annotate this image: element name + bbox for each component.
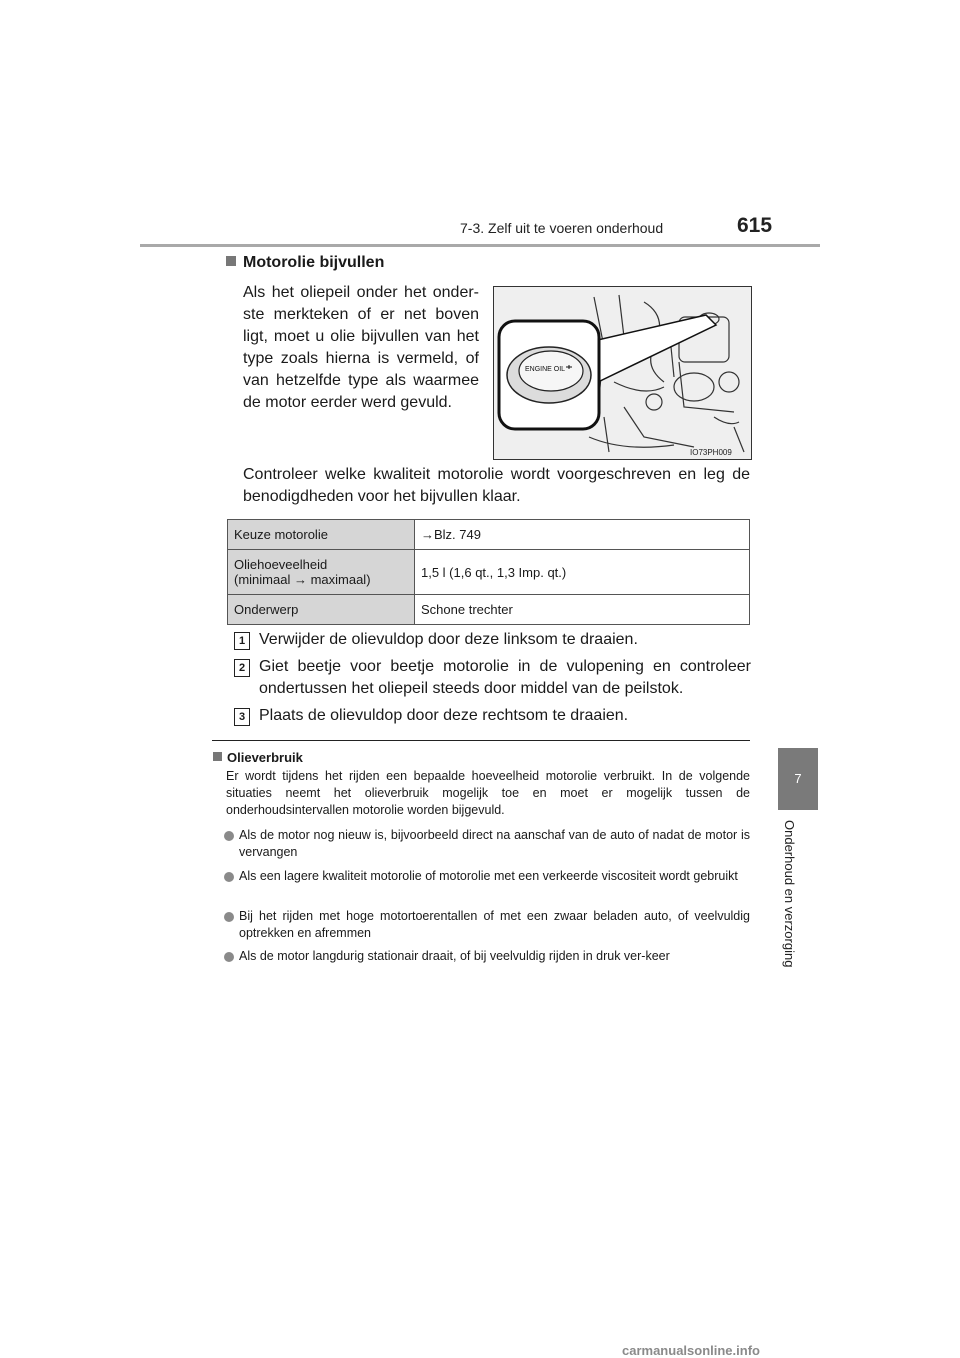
step-2 [234,656,751,700]
table-key: Onderwerp [228,595,415,625]
section-header: 7-3. Zelf uit te voeren onderhoud [460,220,664,236]
note-title [213,750,303,765]
bullet-icon [224,872,234,882]
page-number: 615 [737,214,773,237]
step-text: Giet beetje voor beetje motorolie in de vulopening en controleer ondertussen het oliepeil steeds door middel van de peilstok. [259,658,751,697]
step-text: Plaats de olievuldop door deze rechtsom te draaien. [259,707,629,724]
step-text: Verwijder de olievuldop door deze linksom te draaien. [259,631,638,648]
note-title-text: Olieverbruik [227,750,303,765]
chapter-tab-label-wrap [765,820,805,1020]
section-divider [212,740,750,741]
chapter-tab-label: Onderhoud en verzorging [782,820,797,968]
table-row [228,520,750,550]
bullet-icon [224,831,234,841]
list-item-text: Bij het rijden met hoge motortoerentallen of met een zwaar beladen auto, of veelvuldig optrekken en afremmen [239,909,750,940]
bullet-icon [224,912,234,922]
table-key: Keuze motorolie [228,520,415,550]
note-intro: Er wordt tijdens het rijden een bepaalde hoeveelheid motorolie verbruikt. In de volgende situaties neemt het olieverbruik mogelijk toe en moet er mogelijk tussen de onderhoudsintervallen motorolie worden bijgevuld. [226,769,750,817]
step-number: 2 [234,659,250,677]
oil-cap-label: ENGINE OIL [525,366,566,373]
spec-table [227,519,750,625]
list-item-text: Als een lagere kwaliteit motorolie of motorolie met een verkeerde viscositeit wordt gebruikt [239,869,738,883]
bullet-icon [224,952,234,962]
list-item [224,908,750,942]
table-key-line2: (minimaal → maximaal) [234,572,371,587]
step-3 [234,705,751,727]
table-value: →Blz. 749 [415,520,750,550]
header-divider [140,244,820,247]
intro-paragraph: Als het oliepeil onder het onder-ste merkteken of er net boven ligt, moet u olie bijvullen van het type zoals hierna is vermeld, of van hetzelfde type als waarmee de motor eerder werd gevuld. [243,284,479,411]
figure-code: IO73PH009 [690,448,732,457]
list-item [224,948,750,965]
table-key-line1: Oliehoeveelheid [234,557,328,572]
check-paragraph: Controleer welke kwaliteit motorolie wordt voorgeschreven en leg de benodigdheden voor het bijvullen klaar. [243,466,750,505]
section-title-text: Motorolie bijvullen [243,254,385,271]
table-value: 1,5 l (1,6 qt., 1,3 Imp. qt.) [415,550,750,595]
table-key [228,550,415,595]
section-title [226,254,384,272]
list-item-text: Als de motor nog nieuw is, bijvoorbeeld direct na aanschaf van de auto of nadat de motor is vervangen [239,828,750,859]
table-row [228,595,750,625]
watermark: carmanualsonline.info [622,1343,760,1358]
engine-bay-drawing [494,287,751,459]
square-bullet-icon [226,256,236,266]
step-number: 1 [234,632,250,650]
square-bullet-icon [213,752,222,761]
list-item [224,868,750,885]
step-number: 3 [234,708,250,726]
chapter-tab[interactable]: 7 [778,748,818,810]
table-row [228,550,750,595]
table-value: Schone trechter [415,595,750,625]
step-1 [234,629,751,651]
engine-bay-illustration [493,286,752,460]
list-item [224,827,750,861]
list-item-text: Als de motor langdurig stationair draait, of bij veelvuldig rijden in druk ver-keer [239,949,670,963]
